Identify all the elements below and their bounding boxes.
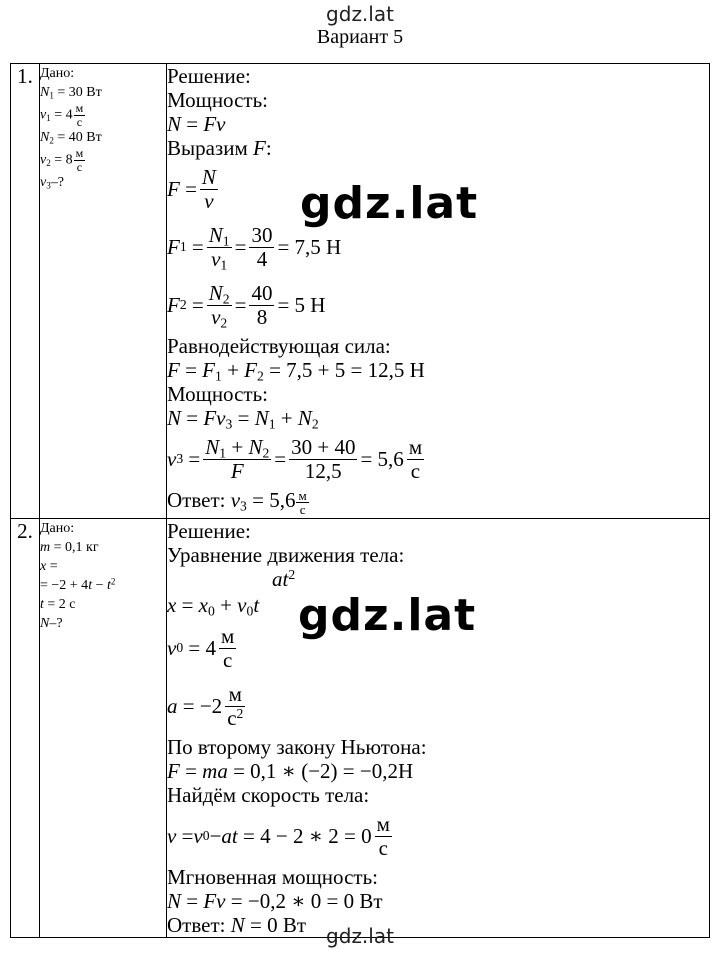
given-v1: $v_1 = 4$ $\frac{м}{с}$ bbox=[40, 101, 84, 129]
site-footer: gdz.lat bbox=[326, 924, 394, 948]
solution-heading: Решение: bbox=[167, 519, 251, 543]
page-title: Вариант 5 bbox=[316, 26, 404, 48]
newton-label: По второму закону Ньютона: bbox=[167, 735, 427, 759]
formula-N-Fv3: $N = Fv_3 = N_1 + N_2$ bbox=[167, 406, 319, 432]
power-label-2: Мощность: bbox=[167, 382, 268, 406]
given-header: Дано: bbox=[40, 66, 75, 81]
given-m: m = 0,1 кг bbox=[40, 540, 99, 555]
given-N2: $N_2 = 40$ Вт bbox=[40, 130, 102, 146]
given-header: Дано: bbox=[40, 521, 75, 536]
inst-label: Мгновенная мощность: bbox=[167, 865, 378, 889]
given-t: t = 2 с bbox=[40, 597, 76, 612]
power-label: Мощность: bbox=[167, 88, 268, 112]
problem-row-1 bbox=[11, 64, 710, 519]
express-line: Выразим F: bbox=[167, 136, 272, 160]
motion-label: Уравнение движения тела: bbox=[167, 543, 405, 567]
site-header: gdz.lat bbox=[326, 2, 394, 26]
formula-F1: F 1 = $\frac{N_1}{v_1}$ = $\frac{30}{4}$ = 7,5 Н bbox=[167, 223, 342, 272]
problem-row-2 bbox=[11, 519, 710, 938]
formula-v0: v 0 = 4 $\frac{м}{с}$ bbox=[167, 624, 235, 672]
given-v2: $v_2 = 8$ $\frac{м}{с}$ bbox=[40, 146, 84, 174]
given-find: $v_3-$? bbox=[40, 175, 64, 191]
solution-heading: Решение: bbox=[167, 64, 251, 88]
inst-eq: N = Fv = −0,2 ∗ 0 = 0 Вт bbox=[167, 889, 383, 913]
watermark-1: gdz.lat bbox=[300, 178, 479, 229]
given-block bbox=[40, 519, 167, 938]
solution-block bbox=[167, 519, 710, 938]
formula-v3: v 3 = $\frac{N_1 + N_2}{F}$ = $\frac{30 + 40}{12,5}$ = 5,6 $\frac{м}{с}$ bbox=[167, 435, 423, 483]
formula-a: a = −2 $\frac{м}{с^2}$ bbox=[167, 682, 244, 730]
resultant-label: Равнодействующая сила: bbox=[167, 334, 391, 358]
problem-number: 1. bbox=[11, 64, 40, 519]
answer-line: Ответ: $v_3 = 5,6$ $\frac{м}{с}$ bbox=[167, 487, 307, 517]
problem-number: 2. bbox=[11, 519, 40, 938]
given-find: N–? bbox=[40, 616, 63, 631]
speed-label: Найдём скорость тела: bbox=[167, 783, 370, 807]
formula-F2: F 2 = $\frac{N_2}{v_2}$ = $\frac{40}{8}$ = 5 Н bbox=[167, 281, 326, 330]
newton-eq: F = ma = 0,1 ∗ (−2) = −0,2Н bbox=[167, 759, 414, 783]
formula-F: F = $\frac{N}{v}$ bbox=[167, 165, 216, 213]
given-block bbox=[40, 64, 167, 519]
formula-N-Fv: N = Fv bbox=[167, 112, 226, 136]
given-x: x = bbox=[40, 559, 58, 574]
solution-block bbox=[167, 64, 710, 519]
resultant-eq: $F = F_1 + F_2 = 7,5 + 5 = 12,5$ Н bbox=[167, 358, 425, 384]
given-x-expr: = $-2 + 4t - t^2$ bbox=[40, 576, 116, 593]
answer-line: Ответ: N = 0 Вт bbox=[167, 913, 307, 937]
given-N1: $N_1 = 30$ Вт bbox=[40, 85, 102, 101]
motion-eq: $at^2$ $x = x_0 + v_0t$ bbox=[167, 567, 296, 619]
watermark-2: gdz.lat bbox=[298, 590, 477, 641]
speed-eq: v = v 0 − at = 4 − 2 ∗ 2 = 0 $\frac{м}{с}$ bbox=[167, 812, 390, 860]
